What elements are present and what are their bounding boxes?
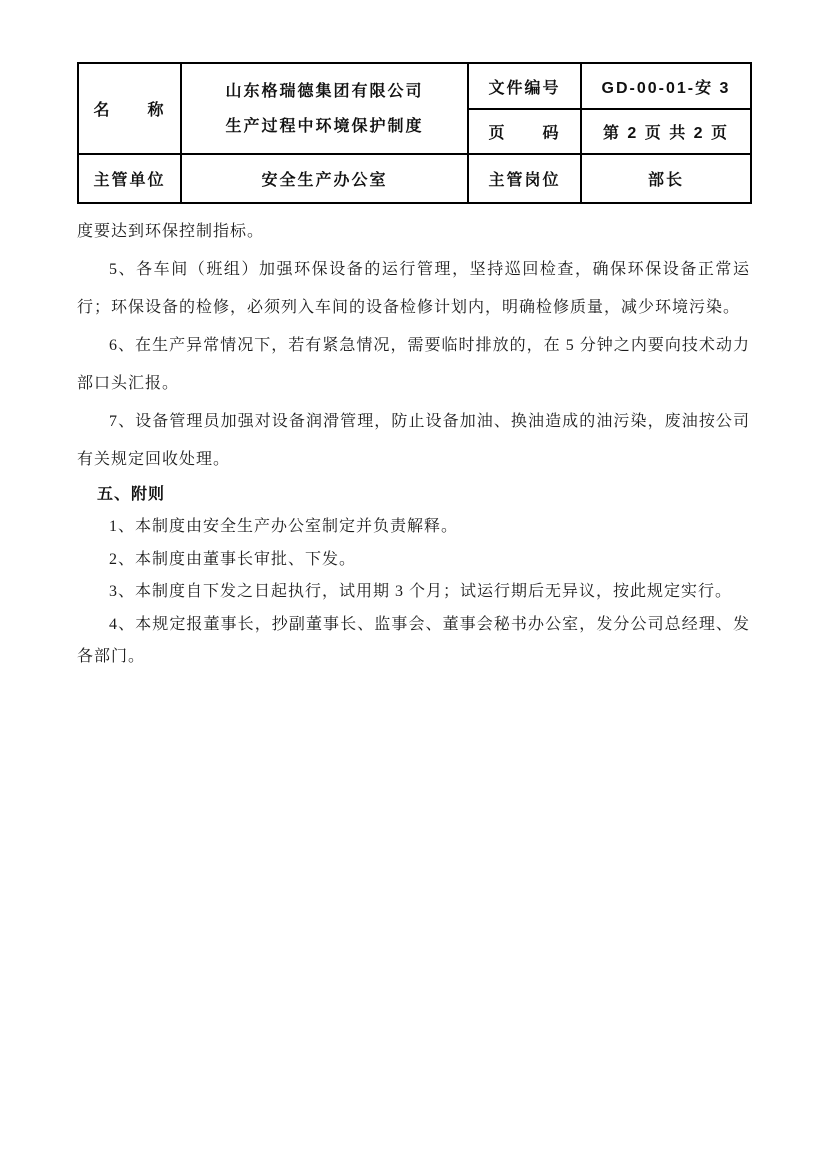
post-label-cell: 主管岗位 bbox=[468, 154, 581, 203]
paragraph-continuation: 度要达到环保控制指标。 bbox=[77, 223, 265, 240]
post-value-cell: 部长 bbox=[581, 154, 751, 203]
dept-value-cell: 安全生产办公室 bbox=[181, 154, 468, 203]
paragraph-item-6: 6、在生产异常情况下，若有紧急情况，需要临时排放的，在 5 分钟之内要向技术动力部口头汇报。 bbox=[77, 337, 750, 392]
paragraph-item-5: 5、各车间（班组）加强环保设备的运行管理，坚持巡回检查，确保环保设备正常运行；环保设备的检修，必须列入车间的设备检修计划内，明确检修质量，减少环境污染。 bbox=[77, 261, 750, 316]
appendix-item-3: 3、本制度自下发之日起执行，试用期 3 个月；试运行期后无异议，按此规定实行。 bbox=[109, 583, 733, 600]
appendix-item-1: 1、本制度由安全生产办公室制定并负责解释。 bbox=[109, 518, 459, 535]
name-label-cell: 名 称 bbox=[78, 63, 181, 154]
doc-number-label-cell: 文件编号 bbox=[468, 63, 581, 109]
paragraph-item-7: 7、设备管理员加强对设备润滑管理，防止设备加油、换油造成的油污染，废油按公司有关规定回收处理。 bbox=[77, 413, 750, 468]
company-name: 山东格瑞德集团有限公司 bbox=[225, 82, 424, 100]
page-number-value-cell: 第 2 页 共 2 页 bbox=[581, 109, 751, 154]
appendix-item-4: 4、本规定报董事长，抄副董事长、监事会、董事会秘书办公室，发分公司总经理、发各部门。 bbox=[77, 615, 750, 665]
document-content bbox=[77, 62, 750, 674]
section-heading-appendix: 五、附则 bbox=[97, 486, 166, 503]
appendix-item-2: 2、本制度由董事长审批、下发。 bbox=[109, 550, 357, 568]
page-number-label-cell: 页 码 bbox=[468, 109, 581, 154]
document-title: 生产过程中环境保护制度 bbox=[225, 117, 424, 135]
doc-number-value-cell: GD-00-01-安 3 bbox=[581, 63, 751, 109]
document-title-cell bbox=[181, 63, 468, 154]
document-body bbox=[77, 213, 750, 674]
dept-label-cell: 主管单位 bbox=[78, 154, 181, 203]
document-header-table bbox=[77, 62, 752, 204]
